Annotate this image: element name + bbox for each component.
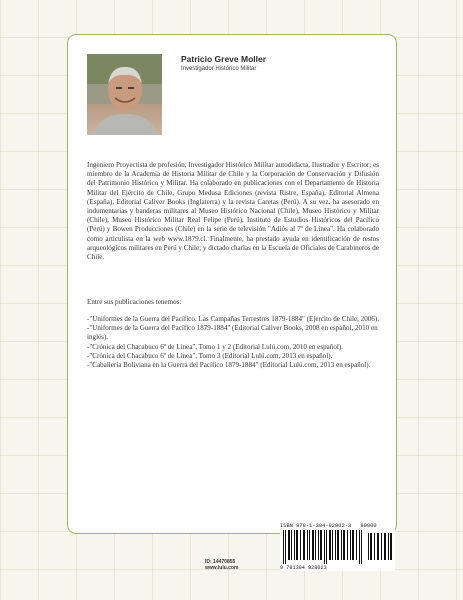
publications-list — [87, 315, 379, 370]
price-code: 90000 — [360, 523, 377, 529]
barcode-digits: 9 781304 928023 — [280, 565, 327, 571]
author-photo — [87, 54, 162, 135]
barcode-bars — [280, 530, 395, 564]
publication-item: -"Crónica del Chacabuco 6º de Línea", Tomo 3 (Editorial Lulú.com, 2013 en español). — [87, 351, 333, 360]
publications-intro: Entre sus publicaciones tenemos: — [87, 298, 182, 306]
lulu-id: ID: 14470855 — [205, 559, 236, 565]
barcode-area — [280, 523, 395, 571]
author-role: Investigador Histórico Militar — [181, 66, 257, 72]
lulu-id-block — [205, 559, 238, 571]
author-name: Patricio Greve Moller — [181, 54, 267, 64]
author-bio — [87, 161, 379, 271]
publication-item: -"Uniformes de la Guerra del Pacífico. Las Campañas Terrestres 1879-1884" (Ejercito de Chile, 2006). — [87, 315, 379, 323]
lulu-site: www.lulu.com — [205, 565, 239, 571]
isbn-number: ISBN 978-1-304-92802-3 — [280, 523, 352, 529]
isbn-line — [280, 523, 395, 529]
publication-item: -"Caballería Boliviana en la Guerra del Pacífico 1879-1884" (Editorial Lulú.com, 2013 en español). — [87, 361, 371, 370]
bio-paragraph: Ingeniero Proyectista de profesión, Investigador Histórico Militar autodidacta, Ilustrador y Escritor; es miembro de la Academia de Historia Militar de Chile y la Corporación de Conservación y Difusión del Patrimonio Histórico y Militar. Ha colaborado en publicaciones con el Departamento de Historia Militar del Ejército de Chile, Grupo Medusa Ediciones (revista Ristre, España), Editorial Almena (España), Editorial Caliver Books (Inglaterra) y la revista Caretas (Perú). A su vez, ha asesorado en indumentarias y banderas militares al Museo Histórico Nacional (Chile), Museo Histórico y Militar (Chile), Museo Histórico Militar Real Felipe (Perú), Instituto de Estudios Históricos del Pacífico (Perú) y Bowen Producciones (Chile) en la serie de televisión "Adiós al 7º de Línea". Ha colaborado como articulista en la web www.1879.cl. Finalmente, ha prestado ayuda en identificación de restos arqueológicos militares en Perú y Chile; y dictado charlas en la Escuela de Oficiales de Carabineros de Chile. — [87, 161, 379, 262]
publication-item: -"Uniformes de la Guerra del Pacífico 1879-1884" (Editorial Caliver Books, 2008 en español, 2010 en inglés). — [87, 324, 378, 342]
back-cover-card — [67, 34, 397, 534]
publication-item: -"Crónica del Chacabuco 6º de Línea", Tomo 1 y 2 (Editorial Lulú.com, 2010 en español). — [87, 342, 343, 351]
